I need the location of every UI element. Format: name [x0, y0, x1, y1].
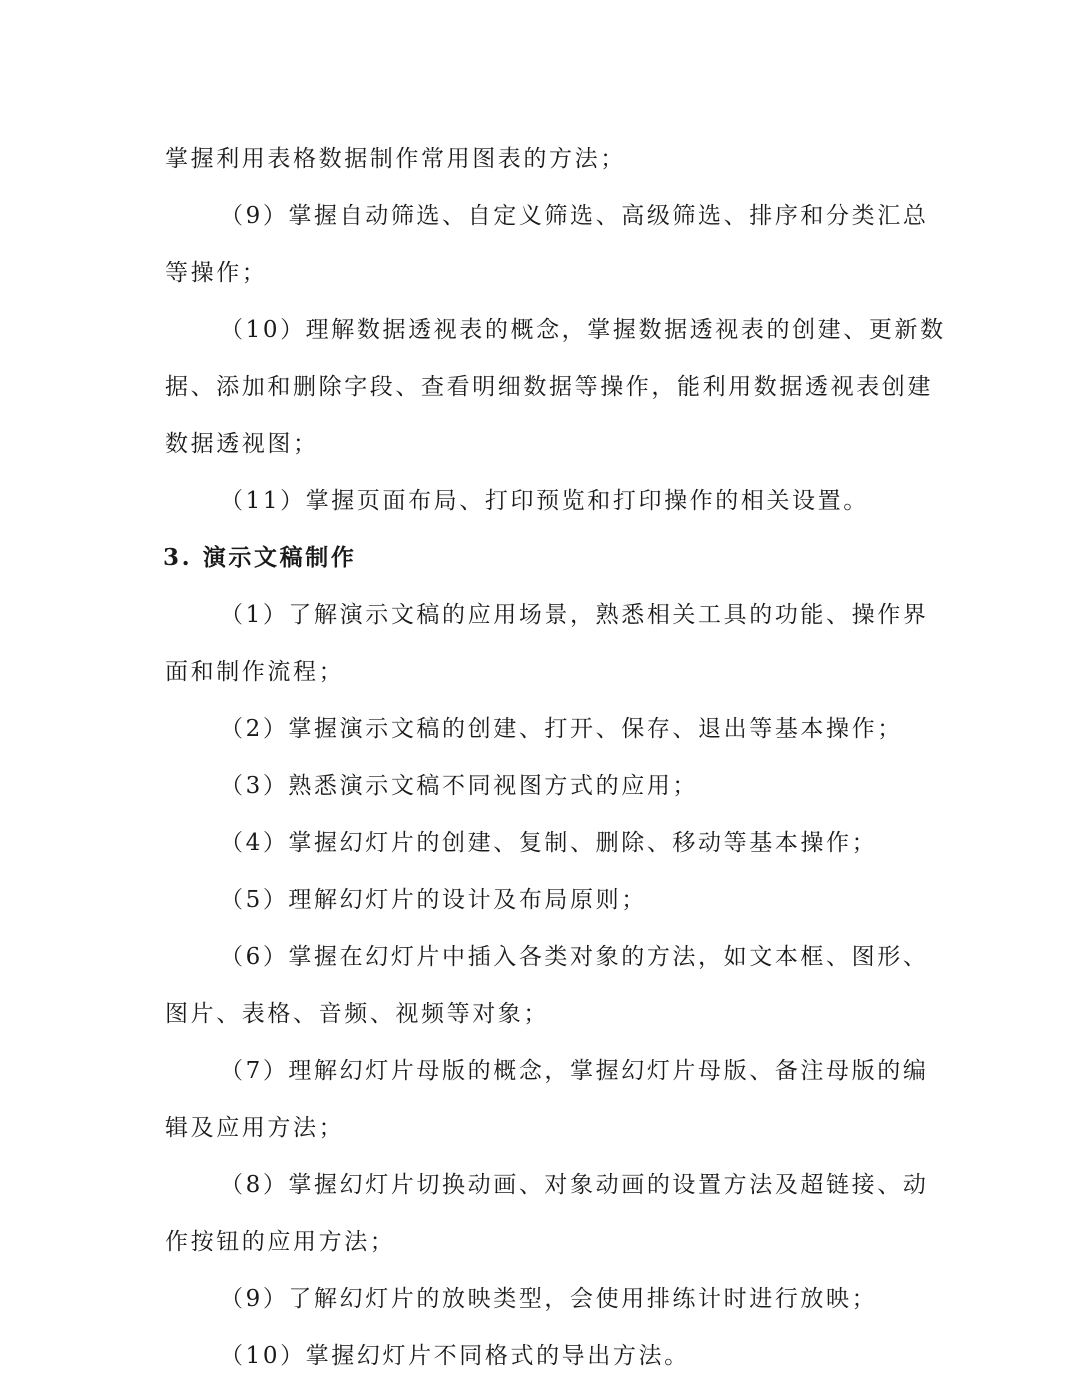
- text-line: 数据透视图；: [165, 431, 319, 457]
- text-line: 辑及应用方法；: [165, 1115, 345, 1141]
- text-line: （4）掌握幻灯片的创建、复制、删除、移动等基本操作；: [220, 830, 878, 856]
- text-line: （8）掌握幻灯片切换动画、对象动画的设置方法及超链接、动: [220, 1172, 929, 1198]
- text-line: （11）掌握页面布局、打印预览和打印操作的相关设置。: [220, 488, 869, 514]
- text-line: （10）理解数据透视表的概念，掌握数据透视表的创建、更新数: [220, 317, 946, 343]
- text-line: （5）理解幻灯片的设计及布局原则；: [220, 887, 647, 913]
- text-line: 面和制作流程；: [165, 659, 345, 685]
- text-line: （9）掌握自动筛选、自定义筛选、高级筛选、排序和分类汇总: [220, 203, 929, 229]
- text-line: （3）熟悉演示文稿不同视图方式的应用；: [220, 773, 699, 799]
- text-line: 作按钮的应用方法；: [165, 1229, 396, 1255]
- text-line: （1）了解演示文稿的应用场景，熟悉相关工具的功能、操作界: [220, 602, 929, 628]
- text-line: 掌握利用表格数据制作常用图表的方法；: [165, 146, 626, 172]
- text-line: （7）理解幻灯片母版的概念，掌握幻灯片母版、备注母版的编: [220, 1058, 929, 1084]
- text-line: 等操作；: [165, 260, 268, 286]
- section-heading: 3. 演示文稿制作: [163, 544, 357, 571]
- text-line: 据、添加和删除字段、查看明细数据等操作，能利用数据透视表创建: [165, 374, 933, 400]
- text-line: （6）掌握在幻灯片中插入各类对象的方法，如文本框、图形、: [220, 944, 929, 970]
- text-line: （2）掌握演示文稿的创建、打开、保存、退出等基本操作；: [220, 716, 903, 742]
- text-line: （9）了解幻灯片的放映类型，会使用排练计时进行放映；: [220, 1286, 878, 1312]
- text-line: 图片、表格、音频、视频等对象；: [165, 1001, 549, 1027]
- text-line: （10）掌握幻灯片不同格式的导出方法。: [220, 1343, 690, 1369]
